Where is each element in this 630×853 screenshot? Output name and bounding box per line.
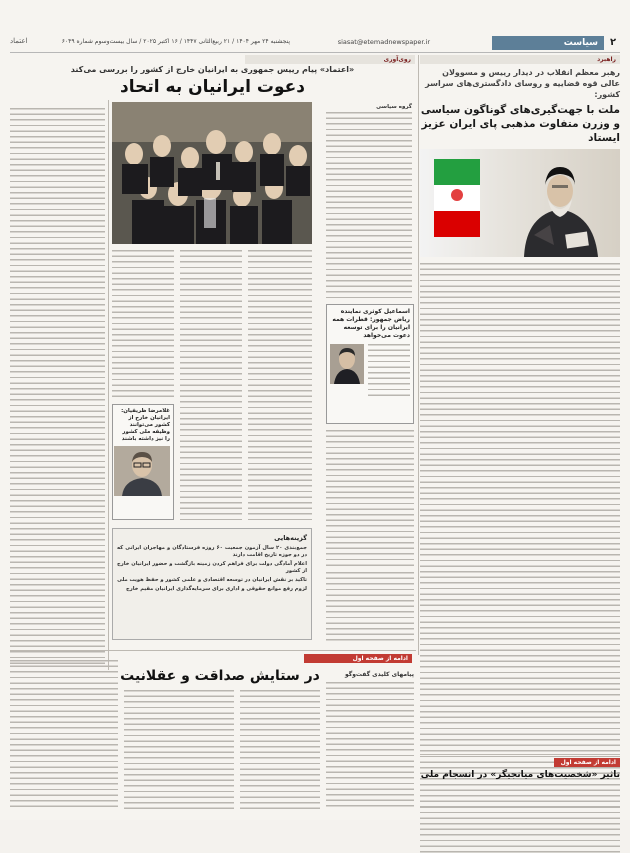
quote-box [112, 404, 174, 520]
quote-head: غلامرضا ظریفیان: ایرانیان خارج از کشور می‌توانند وظیفه ملی کشور را نیز داشته باشند [121, 408, 170, 442]
bottom-right-divider [420, 754, 620, 755]
leader-figure-image [514, 155, 606, 257]
column-rule-right [418, 55, 419, 655]
interview-box [326, 304, 414, 424]
bottom-col-head-1: پیامهای کلیدی گفت‌وگو [344, 671, 414, 678]
bullet-box [112, 528, 312, 640]
leader-pre-title: رهبر معظم انقلاب در دیدار رییس و مسوولان عالی قوه قضاییه و رو‌سای دادگستری‌های سراسر کشور: [425, 68, 620, 99]
leader-title: ملت با جهت‌گیری‌های گوناگون سیاسی و وزرن متفاوت مذهبی پای ایران عزیز ایستاد [420, 104, 620, 144]
section-tab: سیاست [492, 36, 604, 50]
bottom-col-3-text [124, 690, 234, 810]
leader-story [420, 55, 620, 853]
bullet-item: اعلام آمادگی دولت برای فراهم کردن زمینه بازگشت و حضور ایرانیان خارج از کشور [117, 561, 307, 574]
top-left-body-text [10, 108, 105, 668]
bullet-item: جمع‌بندی ۲۰ سال آزمون جمعیت ۶۰ روزه فرستادگان و مهاجران ایرانی که در دو جوزه تاریخ اقامت دارند [117, 545, 308, 558]
bottom-col-1-text [326, 682, 414, 810]
bottom-divider [10, 650, 416, 651]
date-line: پنجشنبه ۲۴ مهر ۱۴۰۴ / ۲۱ ربیع‌الثانی ۱۴۴۷ / ۱۶ اکتبر ۲۰۲۵ / سال بیست‌وسوم شماره ۶۰۴۹ [61, 38, 290, 45]
iran-flag-image [434, 159, 480, 237]
newspaper-logo: اعتماد [10, 37, 28, 45]
bullet-item: تاکید بر نقش ایرانیان در توسعه اقتصادی و علمی کشور و حفظ هویت ملی [117, 577, 307, 583]
bottom-right-kicker: ادامه از صفحه اول [554, 758, 620, 767]
bottom-right-text [420, 784, 620, 812]
crowd-photo [112, 102, 312, 244]
leader-photo [420, 149, 620, 257]
mid-col-b-text [180, 250, 242, 520]
page-header [10, 36, 620, 50]
interview-column-text [326, 572, 414, 644]
page-number: ۲ [609, 37, 617, 48]
top-byline: گروه سیاسی [376, 104, 412, 110]
mid-col-a-text [112, 250, 174, 400]
section-email: siasat@etemadnewspaper.ir [337, 38, 430, 46]
bullet-item: لزوم رفع موانع حقوقی و اداری برای سرمایه‌گذاری ایرانیان مقیم خارج [125, 586, 307, 592]
interview-head: اسماعیل کوثری نماینده ریاض جمهور: قطرات همه ایرانیان را برای توسعه دعوت می‌خواهد [332, 308, 410, 339]
header-rule [10, 52, 620, 53]
mid-lower-text [326, 430, 414, 568]
interview-portrait [330, 344, 364, 384]
interview-text [368, 344, 410, 399]
bottom-col-2-text [240, 690, 320, 810]
bottom-right-title: تاثیر «شخصیت‌های میانجیگر» در انسجام ملی [420, 770, 620, 780]
top-title: دعوت ایرانیان به اتحاد [120, 77, 305, 97]
mid-col-c-text [248, 250, 312, 520]
leader-kicker: راهبرد [420, 55, 620, 64]
portrait-man-glasses-image [114, 446, 170, 496]
quote-portrait [114, 446, 170, 496]
bottom-col-4-text [10, 660, 118, 810]
top-story-head [10, 55, 415, 101]
bullet-head: گزینه‌هایی [274, 534, 307, 542]
column-rule-left [108, 100, 109, 670]
portrait-man-image [330, 344, 364, 384]
top-mid-body-text [326, 112, 412, 302]
bottom-title: در ستایش صداقت و عقلانیت [120, 668, 320, 684]
top-kicker: روی‌آوری [245, 55, 415, 64]
bottom-kicker: ادامه از صفحه اول [304, 654, 412, 663]
crowd-image [112, 102, 312, 244]
top-sub-title: «اعتماد» پیام رییس جمهوری به ایرانیان خارج از کشور را بررسی می‌کند [70, 65, 355, 74]
